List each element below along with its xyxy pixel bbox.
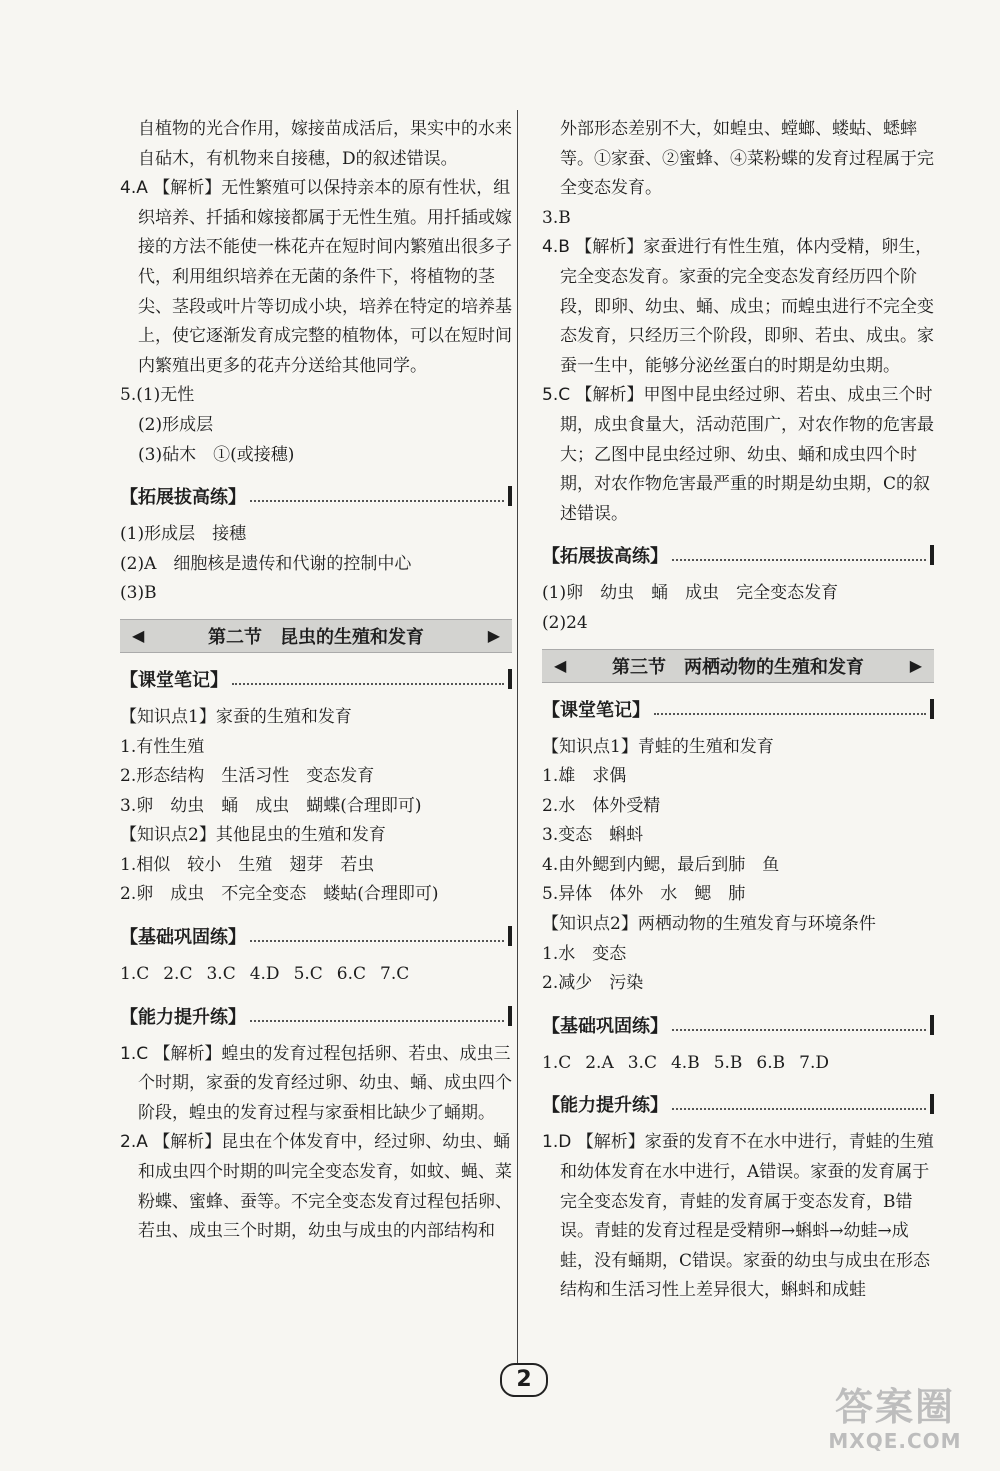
list-item: 5.异体 体外 水 鳃 肺 xyxy=(542,884,746,905)
chapter-banner: ◀ 第二节 昆虫的生殖和发育 ▶ xyxy=(120,619,512,653)
list-item: 3.变态 蝌蚪 xyxy=(542,825,644,846)
section-header-nengli: 【能力提升练】 xyxy=(542,1090,934,1118)
section-header-jichu: 【基础巩固练】 xyxy=(542,1011,934,1039)
answer-q3: 3.B xyxy=(542,207,571,228)
section-header-nengli: 【能力提升练】 xyxy=(120,1002,512,1030)
section-header-tuozhan: 【拓展拔高练】 xyxy=(542,541,934,569)
list-item: 【知识点2】两栖动物的生殖发育与环境条件 xyxy=(542,914,876,935)
section-header-ketang: 【课堂笔记】 xyxy=(542,695,934,723)
list-item: 2.卵 成虫 不完全变态 蝼蛄(合理即可) xyxy=(120,884,439,905)
list-item: 【知识点1】青蛙的生殖和发育 xyxy=(542,736,774,757)
list-item: 1.水 变态 xyxy=(542,943,627,964)
answer-q5-1: 5.(1)无性 xyxy=(120,385,195,406)
list-item: 【知识点2】其他昆虫的生殖和发育 xyxy=(120,825,386,846)
answer-q4: 4.A 【解析】无性繁殖可以保持亲本的原有性状，组织培养、扦插和嫁接都属于无性生殖。用扦插或嫁接的方法不能使一株花卉在短时间内繁殖出很多子代，利用组织培养在无菌的条件下，将植物的茎尖、茎段或叶片等切成小块，培养在特定的培养基上，使它逐渐发育成完整的植物体，可以在短时间内繁殖出更多的花卉分送给其他同学。 xyxy=(120,178,512,376)
left-arrow-icon: ◀ xyxy=(554,656,567,675)
list-item: 3.卵 幼虫 蛹 成虫 蝴蝶(合理即可) xyxy=(120,795,422,816)
section-header-ketang: 【课堂笔记】 xyxy=(120,665,512,693)
answer-q5-3: (3)砧木 ①(或接穗) xyxy=(138,444,295,465)
list-item: (3)B xyxy=(120,583,157,604)
paragraph: 自植物的光合作用，嫁接苗成活后，果实中的水来自砧木，有机物来自接穗，D的叙述错误。 xyxy=(138,119,512,169)
list-item: (2)A 细胞核是遗传和代谢的控制中心 xyxy=(120,553,412,574)
left-arrow-icon: ◀ xyxy=(132,626,145,646)
page-number: 2 xyxy=(500,1363,548,1397)
answer-q5: 5.C 【解析】甲图中昆虫经过卵、若虫、成虫三个时期，成虫食量大，活动范围广，对农作物的危害最大；乙图中昆虫经过卵、幼虫、蛹和成虫四个时期，对农作物危害最严重的时期是幼虫期，C的叙述错误。 xyxy=(542,385,934,524)
watermark-logo: 答案圈 MXQE.COM xyxy=(828,1385,962,1453)
answer-row: 1.C 2.C 3.C 4.D 5.C 6.C 7.C xyxy=(120,964,410,985)
answer-n1: 1.D 【解析】家蚕的发育不在水中进行，青蛙的生殖和幼体发育在水中进行，A错误。家蚕的发育属于完全变态发育，青蛙的发育属于变态发育，B错误。青蛙的发育过程是受精卵→蝌蚪→幼蛙→成蛙，没有蛹期，C错误。家蚕的幼虫与成虫在形态结构和生活习性上差异很大，蝌蚪和成蛙 xyxy=(542,1132,934,1301)
list-item: (1)形成层 接穗 xyxy=(120,524,247,545)
section-header-jichu: 【基础巩固练】 xyxy=(120,922,512,950)
right-arrow-icon: ▶ xyxy=(487,626,500,646)
list-item: 【知识点1】家蚕的生殖和发育 xyxy=(120,706,352,727)
list-item: 1.相似 较小 生殖 翅芽 若虫 xyxy=(120,854,375,875)
left-column xyxy=(120,115,512,1247)
answer-n1: 1.C 【解析】蝗虫的发育过程包括卵、若虫、成虫三个时期，家蚕的发育经过卵、幼虫、蛹、成虫四个阶段，蝗虫的发育过程与家蚕相比缺少了蛹期。 xyxy=(120,1043,512,1123)
right-arrow-icon: ▶ xyxy=(909,656,922,675)
list-item: 1.雄 求偶 xyxy=(542,766,627,787)
answer-row: 1.C 2.A 3.C 4.B 5.B 6.B 7.D xyxy=(542,1052,829,1073)
list-item: 2.减少 污染 xyxy=(542,973,644,994)
answer-n2: 2.A 【解析】昆虫在个体发育中，经过卵、幼虫、蛹和成虫四个时期的叫完全变态发育，如蚊、蝇、菜粉蝶、蜜蜂、蚕等。不完全变态发育过程包括卵、若虫、成虫三个时期，幼虫与成虫的内部结构和 xyxy=(120,1132,512,1242)
list-item: (1)卵 幼虫 蛹 成虫 完全变态发育 xyxy=(542,583,839,604)
list-item: 2.形态结构 生活习性 变态发育 xyxy=(120,766,375,787)
column-divider xyxy=(517,110,518,1365)
list-item: 1.有性生殖 xyxy=(120,736,205,757)
answer-q5-2: (2)形成层 xyxy=(138,414,214,435)
section-header-tuozhan: 【拓展拔高练】 xyxy=(120,482,512,510)
paragraph: 外部形态差别不大，如蝗虫、螳螂、蝼蛄、蟋蟀等。①家蚕、②蜜蜂、④菜粉蝶的发育过程属于完全变态发育。 xyxy=(560,119,934,199)
list-item: (2)24 xyxy=(542,612,588,633)
list-item: 4.由外鳃到内鳃，最后到肺 鱼 xyxy=(542,854,780,875)
answer-q4: 4.B 【解析】家蚕进行有性生殖，体内受精，卵生，完全变态发育。家蚕的完全变态发育经历四个阶段，即卵、幼虫、蛹、成虫；而蝗虫进行不完全变态发育，只经历三个阶段，即卵、若虫、成虫。家蚕一生中，能够分泌丝蛋白的时期是幼虫期。 xyxy=(542,237,934,376)
list-item: 2.水 体外受精 xyxy=(542,795,661,816)
right-column xyxy=(542,115,934,1306)
chapter-banner: ◀ 第三节 两栖动物的生殖和发育 ▶ xyxy=(542,649,934,683)
